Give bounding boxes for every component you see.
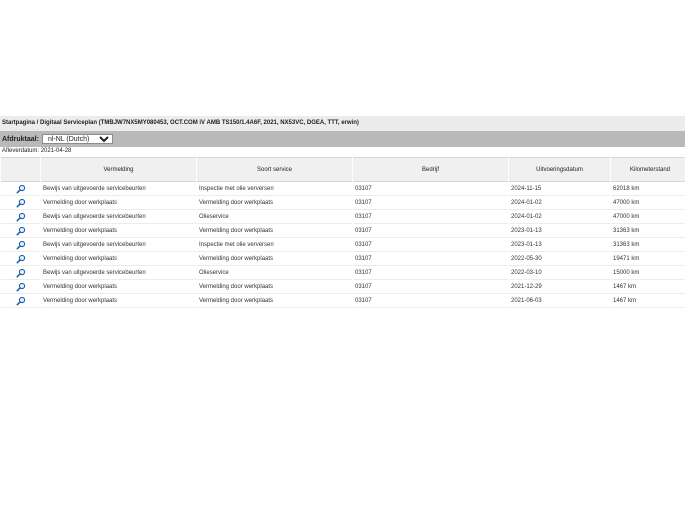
- table-row: [1, 210, 685, 224]
- cell-vermelding: Vermelding door werkplaats: [41, 196, 196, 210]
- cell-soort-service: Vermelding door werkplaats: [197, 280, 352, 294]
- magnifier-icon[interactable]: [16, 282, 26, 292]
- cell-soort-service: Vermelding door werkplaats: [197, 196, 352, 210]
- cell-vermelding: Vermelding door werkplaats: [41, 252, 196, 266]
- magnifier-icon[interactable]: [16, 240, 26, 250]
- table-row: [1, 266, 685, 280]
- cell-vermelding: Vermelding door werkplaats: [41, 294, 196, 308]
- delivery-date-label: Afleverdatum:: [2, 148, 40, 154]
- print-language-select[interactable]: [42, 134, 113, 144]
- row-action-cell: [1, 294, 40, 308]
- print-language-bar: [0, 131, 685, 147]
- cell-kilometerstand: 31363 km: [611, 224, 685, 238]
- cell-kilometerstand: 1467 km: [611, 280, 685, 294]
- row-action-cell: [1, 252, 40, 266]
- cell-kilometerstand: 15000 km: [611, 266, 685, 280]
- cell-soort-service: Vermelding door werkplaats: [197, 252, 352, 266]
- column-header-kilometerstand[interactable]: Kilometerstand: [611, 157, 685, 182]
- magnifier-icon[interactable]: [16, 184, 26, 194]
- cell-uitvoeringsdatum: 2022-05-30: [509, 252, 610, 266]
- magnifier-icon[interactable]: [16, 254, 26, 264]
- table-row: [1, 224, 685, 238]
- row-action-cell: [1, 224, 40, 238]
- cell-soort-service: Inspectie met olie verversen: [197, 238, 352, 252]
- cell-kilometerstand: 47000 km: [611, 196, 685, 210]
- cell-uitvoeringsdatum: 2021-12-29: [509, 280, 610, 294]
- cell-vermelding: Bewijs van uitgevoerde servicebeurten: [41, 182, 196, 196]
- cell-soort-service: Vermelding door werkplaats: [197, 294, 352, 308]
- row-action-cell: [1, 210, 40, 224]
- cell-bedrijf: 03107: [353, 224, 508, 238]
- table-row: [1, 294, 685, 308]
- column-header-uitvoeringsdatum[interactable]: Uitvoeringsdatum: [509, 157, 610, 182]
- column-header-vermelding[interactable]: Vermelding: [41, 157, 196, 182]
- table-row: [1, 280, 685, 294]
- cell-bedrijf: 03107: [353, 210, 508, 224]
- cell-kilometerstand: 47000 km: [611, 210, 685, 224]
- row-action-cell: [1, 280, 40, 294]
- row-action-cell: [1, 196, 40, 210]
- service-plan-table: [0, 157, 685, 308]
- cell-vermelding: Vermelding door werkplaats: [41, 280, 196, 294]
- table-row: [1, 252, 685, 266]
- row-action-cell: [1, 266, 40, 280]
- cell-soort-service: Vermelding door werkplaats: [197, 224, 352, 238]
- magnifier-icon[interactable]: [16, 226, 26, 236]
- table-row: [1, 196, 685, 210]
- delivery-date-value: 2021-04-28: [40, 148, 72, 154]
- table-row: [1, 182, 685, 196]
- cell-kilometerstand: 31363 km: [611, 238, 685, 252]
- cell-vermelding: Bewijs van uitgevoerde servicebeurten: [41, 210, 196, 224]
- cell-uitvoeringsdatum: 2024-11-15: [509, 182, 610, 196]
- cell-soort-service: Inspectie met olie verversen: [197, 182, 352, 196]
- cell-bedrijf: 03107: [353, 238, 508, 252]
- table-row: [1, 238, 685, 252]
- cell-vermelding: Vermelding door werkplaats: [41, 224, 196, 238]
- cell-bedrijf: 03107: [353, 266, 508, 280]
- cell-kilometerstand: 1467 km: [611, 294, 685, 308]
- cell-uitvoeringsdatum: 2024-01-02: [509, 210, 610, 224]
- cell-kilometerstand: 19471 km: [611, 252, 685, 266]
- cell-kilometerstand: 62018 km: [611, 182, 685, 196]
- magnifier-icon[interactable]: [16, 198, 26, 208]
- magnifier-icon[interactable]: [16, 296, 26, 306]
- cell-uitvoeringsdatum: 2023-01-13: [509, 224, 610, 238]
- print-language-label: Afdruktaal:: [2, 135, 39, 143]
- cell-uitvoeringsdatum: 2024-01-02: [509, 196, 610, 210]
- magnifier-icon[interactable]: [16, 212, 26, 222]
- cell-uitvoeringsdatum: 2023-01-13: [509, 238, 610, 252]
- column-header-bedrijf[interactable]: Bedrijf: [353, 157, 508, 182]
- cell-vermelding: Bewijs van uitgevoerde servicebeurten: [41, 266, 196, 280]
- cell-bedrijf: 03107: [353, 252, 508, 266]
- cell-uitvoeringsdatum: 2021-06-03: [509, 294, 610, 308]
- delivery-date: [0, 147, 71, 156]
- cell-bedrijf: 03107: [353, 294, 508, 308]
- column-header-soort-service[interactable]: Soort service: [197, 157, 352, 182]
- row-action-cell: [1, 238, 40, 252]
- cell-uitvoeringsdatum: 2022-03-10: [509, 266, 610, 280]
- cell-vermelding: Bewijs van uitgevoerde servicebeurten: [41, 238, 196, 252]
- cell-bedrijf: 03107: [353, 280, 508, 294]
- breadcrumb: Startpagina / Digitaal Serviceplan (TMBJW7NX5MY080453, OCT.COM iV AMB TS150/1.4A6F, 2021, NX53VC, DGEA, TTT, erwin): [0, 116, 685, 131]
- column-header-icon: [1, 157, 40, 182]
- cell-soort-service: Olieservice: [197, 210, 352, 224]
- cell-bedrijf: 03107: [353, 182, 508, 196]
- row-action-cell: [1, 182, 40, 196]
- cell-soort-service: Olieservice: [197, 266, 352, 280]
- magnifier-icon[interactable]: [16, 268, 26, 278]
- table-header-row: [1, 157, 685, 182]
- cell-bedrijf: 03107: [353, 196, 508, 210]
